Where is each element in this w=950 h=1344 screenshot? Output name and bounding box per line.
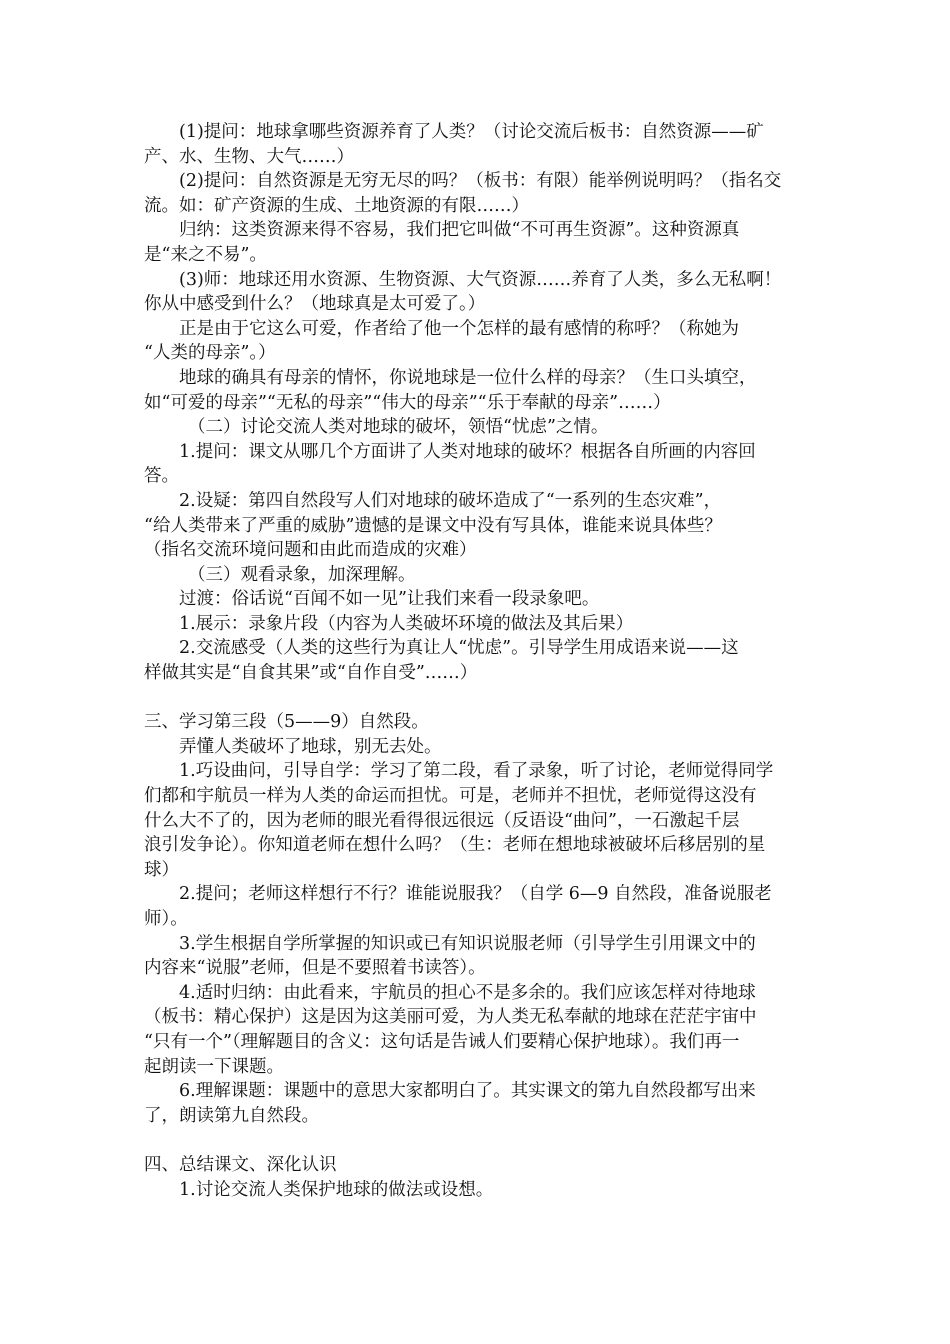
- text-line: 1.提问：课文从哪几个方面讲了人类对地球的破坏？根据各自所画的内容回: [179, 441, 756, 462]
- text-line: 四、总结课文、深化认识: [144, 1154, 337, 1175]
- text-line: “给人类带来了严重的威胁”遗憾的是课文中没有写具体，谁能来说具体些？: [144, 515, 722, 536]
- text-line: 6.理解课题：课题中的意思大家都明白了。其实课文的第九自然段都写出来: [179, 1081, 756, 1102]
- text-line: “人类的母亲”。）: [144, 343, 276, 364]
- text-line: （三）观看录象，加深理解。: [188, 564, 416, 585]
- text-line: 什么大不了的，因为老师的眼光看得很远很远（反语设“曲问”，一石激起千层: [144, 810, 740, 831]
- text-line: 师）。: [144, 909, 188, 929]
- text-line: 们都和宇航员一样为人类的命运而担忧。可是，老师并不担忧，老师觉得这没有: [144, 786, 757, 807]
- text-line: 球）: [144, 859, 179, 880]
- text-line: 了，朗读第九自然段。: [144, 1105, 319, 1126]
- text-line: 归纳：这类资源来得不容易，我们把它叫做“不可再生资源”。这种资源真: [179, 220, 740, 241]
- text-line: 内容来“说服”老师，但是不要照着书读答）。: [144, 958, 486, 979]
- text-line: 1.讨论交流人类保护地球的做法或设想。: [179, 1179, 494, 1200]
- blank-line: [144, 686, 810, 711]
- text-line: 过渡：俗话说“百闻不如一见”让我们来看一段录象吧。: [179, 589, 600, 610]
- text-line: 流。如：矿产资源的生成、土地资源的有限……）: [144, 195, 529, 216]
- text-line: 三、学习第三段（5——9）自然段。: [144, 712, 429, 733]
- text-line: 地球的确具有母亲的情怀，你说地球是一位什么样的母亲？（生口头填空，: [179, 367, 757, 388]
- text-line: 1.巧设曲问，引导自学：学习了第二段，看了录象，听了讨论，老师觉得同学: [179, 761, 774, 782]
- text-line: 2.交流感受（人类的这些行为真让人“忧虑”。引导学生用成语来说——这: [179, 638, 739, 659]
- text-line: 如“可爱的母亲”“无私的母亲”“伟大的母亲”“乐于奉献的母亲”……）: [144, 392, 671, 413]
- text-line: (2)提问：自然资源是无穷无尽的吗？（板书：有限）能举例说明吗？（指名交: [179, 171, 782, 192]
- text-line: 样做其实是“自食其果”或“自作自受”……）: [144, 663, 478, 684]
- text-line: 2.设疑：第四自然段写人们对地球的破坏造成了“一系列的生态灾难”，: [179, 490, 722, 511]
- text-line: 起朗读一下课题。: [144, 1056, 284, 1077]
- text-line: （板书：精心保护）这是因为这美丽可爱，为人类无私奉献的地球在茫茫宇宙中: [144, 1007, 757, 1028]
- text-line: 你从中感受到什么？（地球真是太可爱了。）: [144, 294, 486, 315]
- text-line: 4.适时归纳：由此看来，宇航员的担心不是多余的。我们应该怎样对待地球: [179, 982, 756, 1003]
- text-line: 产、水、生物、大气……）: [144, 146, 354, 167]
- blank-line: [144, 1128, 810, 1153]
- text-line: 弄懂人类破坏了地球，别无去处。: [179, 736, 442, 757]
- text-line: 答。: [144, 466, 179, 487]
- text-line: （指名交流环境问题和由此而造成的灾难）: [144, 540, 477, 561]
- text-line: 2.提问；老师这样想行不行？谁能说服我？（自学 6—9 自然段，准备说服老: [179, 884, 772, 905]
- text-line: 是“来之不易”。: [144, 244, 267, 265]
- text-line: 浪引发争论）。你知道老师在想什么吗？（生：老师在想地球被破坏后移居别的星: [144, 835, 766, 856]
- text-line: 正是由于它这么可爱，作者给了他一个怎样的最有感情的称呼？（称她为: [179, 318, 739, 339]
- text-line: “只有一个”（理解题目的含义：这句话是告诫人们要精心保护地球）。我们再一: [144, 1031, 740, 1052]
- text-line: (1)提问：地球拿哪些资源养育了人类？（讨论交流后板书：自然资源——矿: [179, 122, 764, 142]
- text-line: 3.学生根据自学所掌握的知识或已有知识说服老师（引导学生引用课文中的: [179, 933, 756, 954]
- text-line: (3)师：地球还用水资源、生物资源、大气资源……养育了人类，多么无私啊！: [179, 269, 782, 290]
- document-page: [144, 120, 810, 1202]
- text-line: 1.展示：录象片段（内容为人类破坏环境的做法及其后果）: [179, 613, 634, 634]
- text-line: （二）讨论交流人类对地球的破坏，领悟“忧虑”之情。: [188, 417, 609, 438]
